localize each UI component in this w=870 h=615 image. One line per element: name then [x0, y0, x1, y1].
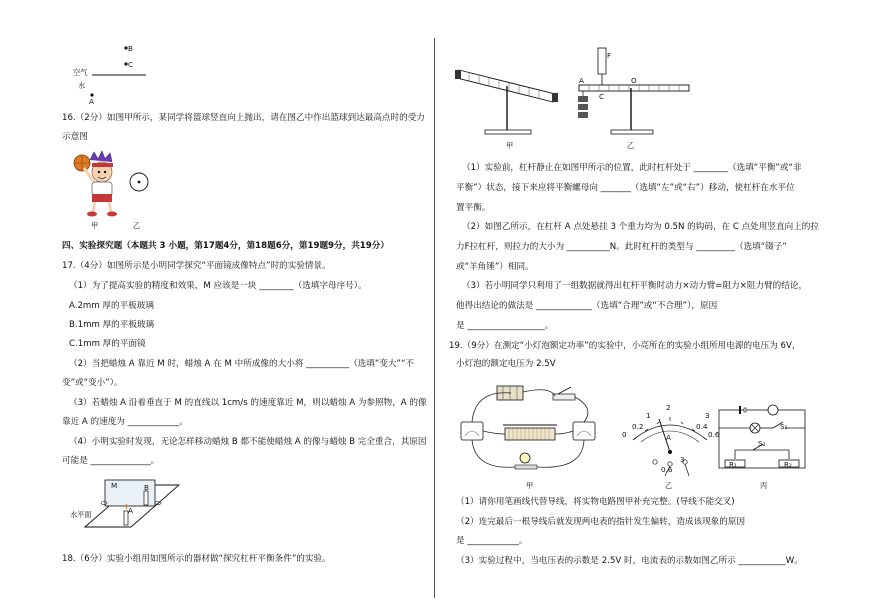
schematic-ammeter-icon	[768, 405, 778, 415]
candle-b-icon	[144, 491, 148, 505]
fig18-label-a: A	[579, 76, 584, 85]
q18-part1-line3: 置平衡。	[456, 203, 491, 213]
fig-label-a2: A	[128, 506, 133, 515]
terminal-0.6: 0.6	[661, 465, 673, 474]
q18-part2-line1: （2）如图乙所示，在杠杆 A 点处悬挂 3 个重力均为 0.5N 的钩码，在 C 点处用竖直向上的拉	[462, 222, 819, 232]
q16-line2: 示意图	[62, 132, 88, 142]
spring-scale-icon	[598, 48, 606, 74]
q17-stem: 17.（4分）如图所示是小明同学探究“平面镜成像特点”时的实验情景。	[62, 261, 331, 271]
schematic-label-s1: S₁	[780, 422, 788, 431]
q19-part1: （1）请你用笔画线代替导线，将实物电路图甲补充完整。(导线不能交叉)	[456, 497, 735, 507]
basketball-diagram	[127, 170, 151, 194]
dial-tick-0.4: 0.4	[696, 422, 708, 431]
q17-option-b: B.1mm 厚的平板玻璃	[69, 320, 155, 330]
dial-tick-3: 3	[705, 411, 710, 420]
fig-label-b: B	[128, 44, 133, 53]
rheostat-icon	[505, 428, 555, 440]
circuit-figure-jia	[455, 378, 605, 478]
q18-part2-line3: 或“羊角锤”）相同。	[456, 262, 534, 272]
dial-tick-0.2: 0.2	[632, 422, 644, 431]
hook-weight-1	[578, 96, 588, 102]
q17-part4-line2: 可能是 ______________。	[62, 456, 160, 466]
fig19-label-yi: 乙	[665, 481, 673, 490]
basketball-player-figure	[72, 150, 132, 220]
q19-stem-line1: 19.（9分）在测定“小灯泡额定功率”的实验中，小亮所在的实验小组所用电源的电压为 6V，	[449, 341, 801, 351]
q17-part2-line1: （2）当把蜡烛 A 靠近 M 时，蜡烛 A 在 M 中所成像的大小将 __________（选填“变大”“不	[69, 359, 414, 369]
bulb-icon	[520, 453, 530, 463]
lever-figure-yi	[575, 48, 695, 138]
fig18-label-yi: 乙	[627, 141, 635, 150]
q18-part1-line2: 平衡”）状态，接下来应将平衡螺母向 _______（选填“左”或“右”）移动，使杠杆在水平位	[456, 183, 795, 193]
q19-stem-line2: 小灯泡的额定电压为 2.5V	[456, 359, 556, 369]
q17-part3-line1: （3）若蜡烛 A 沿着垂直于 M 的直线以 1cm/s 的速度靠近 M，则以蜡烛 A 为参照物，A 的像	[69, 398, 427, 408]
dial-tick-0a: 0	[622, 430, 627, 439]
q19-part3: （3）实验过程中，当电压表的示数是 2.5V 时，电流表的示数如图乙所示 ___________W。	[456, 556, 803, 566]
q18-part1-line1: （1）实验前，杠杆静止在如图甲所示的位置，此时杠杆处于 ________（选填“平衡”或“非	[462, 163, 802, 173]
switch-icon	[553, 394, 575, 400]
fig18-label-f: F	[607, 51, 612, 60]
q18-part2-line2: 力F拉杠杆，则拉力的大小为 __________N。此时杠杆的类型与 _________（选填“镊子”	[456, 242, 787, 252]
q19-part2-line2: 是 ____________。	[456, 536, 528, 546]
q18-part3-line2: 他得出结论的做法是 _____________（选填“合理”或“不合理”），原因	[456, 301, 718, 311]
q17-part1: （1）为了提高实验的精度和效果，M 应该是一块 ________（选填字母序号）。	[69, 281, 367, 291]
dial-unit-a: A	[666, 433, 671, 442]
fig-label-water: 水	[78, 81, 86, 90]
q16-line1: 16.（2分）如图甲所示，某同学将篮球竖直向上抛出，请在图乙中作出篮球到达最高点时的受力	[62, 113, 425, 123]
hook-weight-3	[578, 112, 588, 118]
q18-stem: 18.（6分）实验小组用如图所示的器材做“探究杠杆平衡条件”的实验。	[62, 554, 331, 564]
schematic-label-r1: R₁	[729, 460, 737, 469]
q17-option-c: C.1mm 厚的平面镜	[69, 339, 146, 349]
q17-part2-line2: 变”或“变小”）。	[62, 378, 123, 388]
hook-weight-2	[578, 104, 588, 110]
fig-label-m: M	[111, 481, 118, 490]
fig19-label-jia: 甲	[526, 481, 534, 490]
fig18-label-o: O	[631, 76, 637, 85]
q17-part4-line1: （4）小明实验时发现，无论怎样移动蜡烛 B 都不能使蜡烛 A 的像与蜡烛 B 完全重合，其原因	[69, 437, 427, 447]
fig18-label-jia: 甲	[506, 141, 514, 150]
dial-tick-0.6: 0.6	[708, 430, 720, 439]
q17-option-a: A.2mm 厚的平板玻璃	[69, 301, 154, 311]
lever-figure-jia	[455, 48, 565, 138]
fig19-label-bing: 丙	[760, 481, 768, 490]
fig-label-horizontal-plane: 水平面	[70, 510, 92, 519]
fig18-label-c: C	[599, 92, 605, 101]
q19-part2-line1: （2）连完最后一根导线后就发现两电表的指针发生偏转，造成该现象的原因	[456, 517, 746, 527]
fig-label-air: 空气	[73, 68, 88, 77]
fig-label-b2: B	[144, 483, 149, 492]
q17-part3-line2: 靠近 A 的速度为 ____________。	[62, 417, 188, 427]
terminal-3: 3	[680, 455, 685, 464]
q16-label-jia: 甲	[91, 221, 99, 230]
schematic-label-r2: R₂	[784, 460, 792, 469]
dial-tick-2: 2	[666, 403, 671, 412]
q18-part3-line1: （3）若小明同学只利用了一组数据就得出杠杆平衡时动力×动力臂=阻力×阻力臂的结论，	[462, 281, 808, 291]
schematic-label-s2: S₂	[758, 439, 766, 448]
q16-label-yi: 乙	[133, 221, 141, 230]
column-divider	[434, 38, 435, 598]
fig-label-c: C	[128, 60, 134, 69]
dial-tick-1: 1	[646, 411, 651, 420]
q18-part3-line3: 是 __________________。	[456, 321, 554, 331]
section-4-heading: 四、实验探究题（本题共 3 小题，第17题4分，第18题6分，第19题9分，共19分）	[62, 241, 389, 251]
fig-label-a: A	[89, 97, 94, 106]
